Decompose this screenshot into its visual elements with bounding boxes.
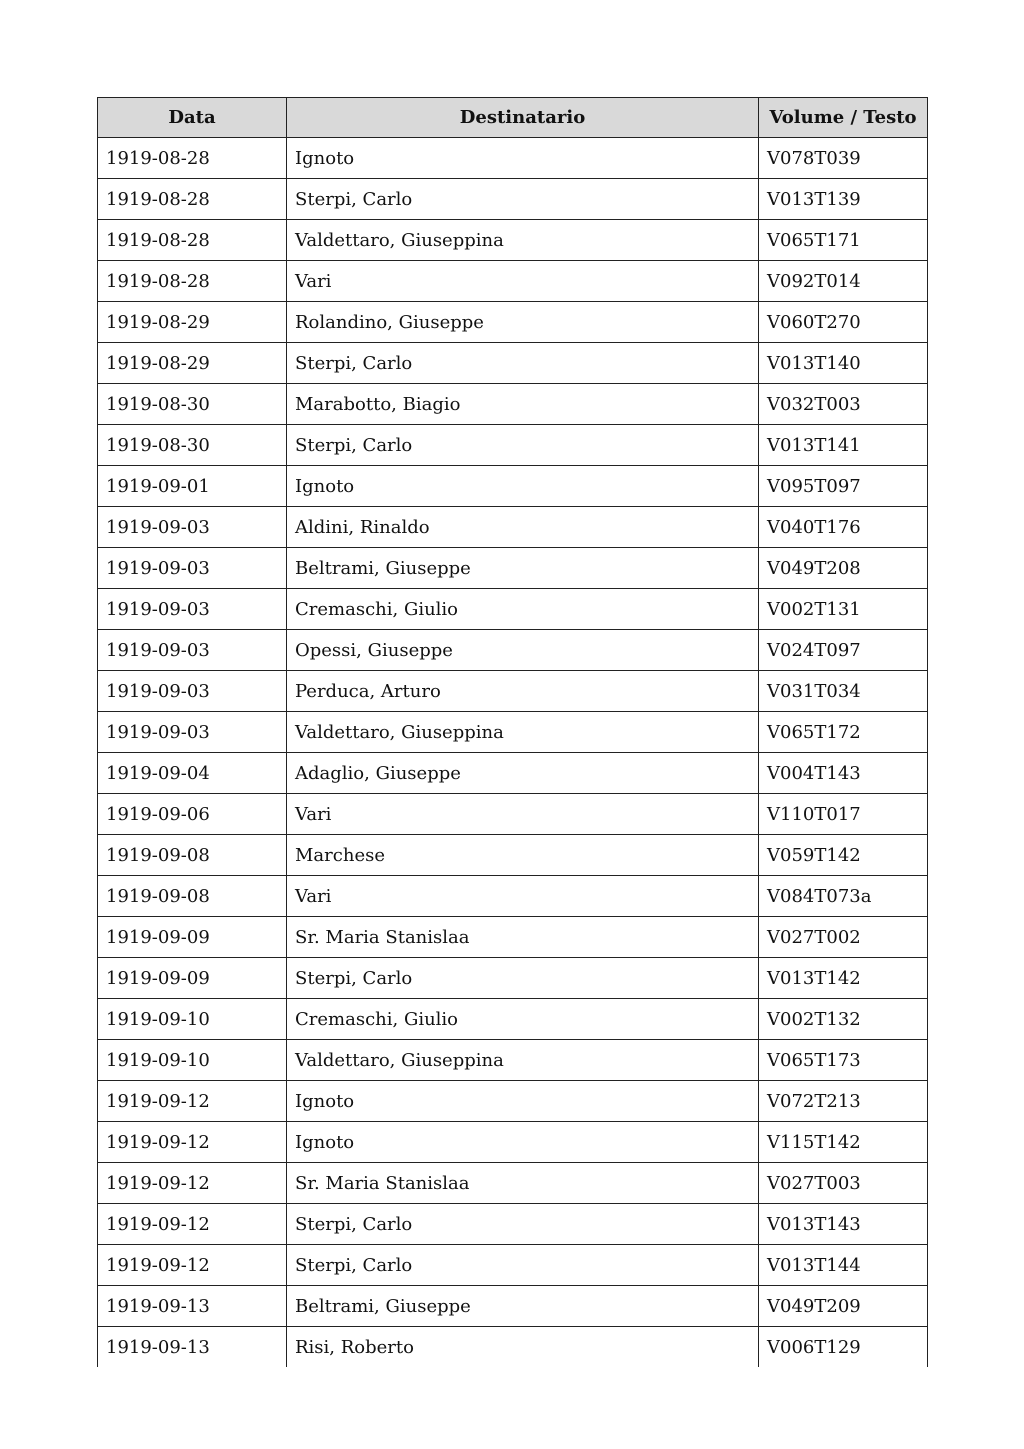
- cell-date: 1919-09-09: [98, 917, 287, 958]
- cell-volume-text: V115T142: [759, 1122, 928, 1163]
- cell-date: 1919-09-12: [98, 1163, 287, 1204]
- cell-recipient: Perduca, Arturo: [287, 671, 759, 712]
- table-row: [98, 1286, 928, 1327]
- cell-recipient: Rolandino, Giuseppe: [287, 302, 759, 343]
- cell-recipient: Sterpi, Carlo: [287, 1245, 759, 1286]
- cell-recipient: Sr. Maria Stanislaa: [287, 917, 759, 958]
- cell-date: 1919-08-30: [98, 425, 287, 466]
- table-row: [98, 1122, 928, 1163]
- table-body: [98, 138, 928, 1368]
- cell-date: 1919-09-03: [98, 671, 287, 712]
- table-row: [98, 507, 928, 548]
- cell-date: 1919-08-28: [98, 220, 287, 261]
- cell-volume-text: V013T143: [759, 1204, 928, 1245]
- table-row: [98, 220, 928, 261]
- cell-date: 1919-08-28: [98, 138, 287, 179]
- table-row: [98, 548, 928, 589]
- cell-recipient: Risi, Roberto: [287, 1327, 759, 1368]
- cell-recipient: Ignoto: [287, 1122, 759, 1163]
- cell-volume-text: V002T131: [759, 589, 928, 630]
- cell-recipient: Valdettaro, Giuseppina: [287, 1040, 759, 1081]
- cell-volume-text: V049T208: [759, 548, 928, 589]
- cell-volume-text: V065T171: [759, 220, 928, 261]
- cell-recipient: Vari: [287, 794, 759, 835]
- cell-volume-text: V002T132: [759, 999, 928, 1040]
- cell-date: 1919-09-03: [98, 712, 287, 753]
- cell-date: 1919-08-29: [98, 302, 287, 343]
- cell-volume-text: V110T017: [759, 794, 928, 835]
- table-row: [98, 1163, 928, 1204]
- cell-recipient: Valdettaro, Giuseppina: [287, 220, 759, 261]
- table-row: [98, 302, 928, 343]
- cell-volume-text: V031T034: [759, 671, 928, 712]
- cell-date: 1919-08-30: [98, 384, 287, 425]
- cell-volume-text: V060T270: [759, 302, 928, 343]
- cell-recipient: Beltrami, Giuseppe: [287, 1286, 759, 1327]
- cell-date: 1919-09-12: [98, 1204, 287, 1245]
- cell-recipient: Ignoto: [287, 466, 759, 507]
- table-header: [98, 98, 928, 138]
- cell-volume-text: V006T129: [759, 1327, 928, 1368]
- cell-recipient: Cremaschi, Giulio: [287, 999, 759, 1040]
- cell-date: 1919-09-03: [98, 507, 287, 548]
- cell-recipient: Marchese: [287, 835, 759, 876]
- table-row: [98, 835, 928, 876]
- cell-date: 1919-08-28: [98, 179, 287, 220]
- cell-date: 1919-09-12: [98, 1081, 287, 1122]
- cell-date: 1919-09-13: [98, 1327, 287, 1368]
- table-row: [98, 425, 928, 466]
- cell-date: 1919-08-28: [98, 261, 287, 302]
- table-row: [98, 466, 928, 507]
- cell-date: 1919-09-03: [98, 630, 287, 671]
- cell-volume-text: V059T142: [759, 835, 928, 876]
- cell-volume-text: V032T003: [759, 384, 928, 425]
- cell-recipient: Sterpi, Carlo: [287, 179, 759, 220]
- header-volume-text: Volume / Testo: [759, 98, 928, 138]
- cell-volume-text: V078T039: [759, 138, 928, 179]
- cell-recipient: Sterpi, Carlo: [287, 1204, 759, 1245]
- cell-recipient: Ignoto: [287, 138, 759, 179]
- cell-date: 1919-09-08: [98, 835, 287, 876]
- cell-date: 1919-09-03: [98, 589, 287, 630]
- cell-volume-text: V095T097: [759, 466, 928, 507]
- cell-date: 1919-09-12: [98, 1122, 287, 1163]
- header-recipient: Destinatario: [287, 98, 759, 138]
- cell-volume-text: V072T213: [759, 1081, 928, 1122]
- cell-volume-text: V040T176: [759, 507, 928, 548]
- table-row: [98, 1327, 928, 1368]
- table-row: [98, 1245, 928, 1286]
- cell-date: 1919-09-10: [98, 999, 287, 1040]
- cell-recipient: Vari: [287, 876, 759, 917]
- cell-volume-text: V013T142: [759, 958, 928, 999]
- cell-recipient: Sterpi, Carlo: [287, 425, 759, 466]
- cell-date: 1919-09-13: [98, 1286, 287, 1327]
- cell-date: 1919-09-04: [98, 753, 287, 794]
- cell-recipient: Adaglio, Giuseppe: [287, 753, 759, 794]
- table-row: [98, 384, 928, 425]
- cell-volume-text: V049T209: [759, 1286, 928, 1327]
- table-row: [98, 876, 928, 917]
- cell-volume-text: V013T140: [759, 343, 928, 384]
- table-row: [98, 343, 928, 384]
- cell-recipient: Vari: [287, 261, 759, 302]
- cell-volume-text: V013T141: [759, 425, 928, 466]
- cell-date: 1919-09-10: [98, 1040, 287, 1081]
- table-row: [98, 794, 928, 835]
- table-row: [98, 261, 928, 302]
- letters-register-table: [97, 97, 928, 1367]
- cell-date: 1919-09-01: [98, 466, 287, 507]
- cell-recipient: Ignoto: [287, 1081, 759, 1122]
- cell-recipient: Beltrami, Giuseppe: [287, 548, 759, 589]
- table-row: [98, 999, 928, 1040]
- cell-volume-text: V084T073a: [759, 876, 928, 917]
- cell-date: 1919-09-08: [98, 876, 287, 917]
- cell-date: 1919-09-12: [98, 1245, 287, 1286]
- cell-volume-text: V092T014: [759, 261, 928, 302]
- cell-recipient: Sr. Maria Stanislaa: [287, 1163, 759, 1204]
- table-row: [98, 179, 928, 220]
- cell-volume-text: V065T173: [759, 1040, 928, 1081]
- cell-volume-text: V065T172: [759, 712, 928, 753]
- table-row: [98, 671, 928, 712]
- cell-date: 1919-08-29: [98, 343, 287, 384]
- header-date: Data: [98, 98, 287, 138]
- table-row: [98, 1040, 928, 1081]
- cell-date: 1919-09-09: [98, 958, 287, 999]
- cell-recipient: Sterpi, Carlo: [287, 343, 759, 384]
- table-row: [98, 712, 928, 753]
- cell-volume-text: V024T097: [759, 630, 928, 671]
- table-row: [98, 138, 928, 179]
- cell-volume-text: V013T139: [759, 179, 928, 220]
- table-row: [98, 753, 928, 794]
- cell-recipient: Valdettaro, Giuseppina: [287, 712, 759, 753]
- header-row: [98, 98, 928, 138]
- cell-volume-text: V013T144: [759, 1245, 928, 1286]
- cell-volume-text: V027T003: [759, 1163, 928, 1204]
- table-row: [98, 630, 928, 671]
- cell-date: 1919-09-06: [98, 794, 287, 835]
- table-row: [98, 1081, 928, 1122]
- cell-recipient: Opessi, Giuseppe: [287, 630, 759, 671]
- cell-recipient: Aldini, Rinaldo: [287, 507, 759, 548]
- cell-recipient: Marabotto, Biagio: [287, 384, 759, 425]
- cell-volume-text: V027T002: [759, 917, 928, 958]
- cell-date: 1919-09-03: [98, 548, 287, 589]
- table-row: [98, 917, 928, 958]
- table-row: [98, 589, 928, 630]
- table-row: [98, 958, 928, 999]
- cell-recipient: Sterpi, Carlo: [287, 958, 759, 999]
- table-row: [98, 1204, 928, 1245]
- cell-volume-text: V004T143: [759, 753, 928, 794]
- cell-recipient: Cremaschi, Giulio: [287, 589, 759, 630]
